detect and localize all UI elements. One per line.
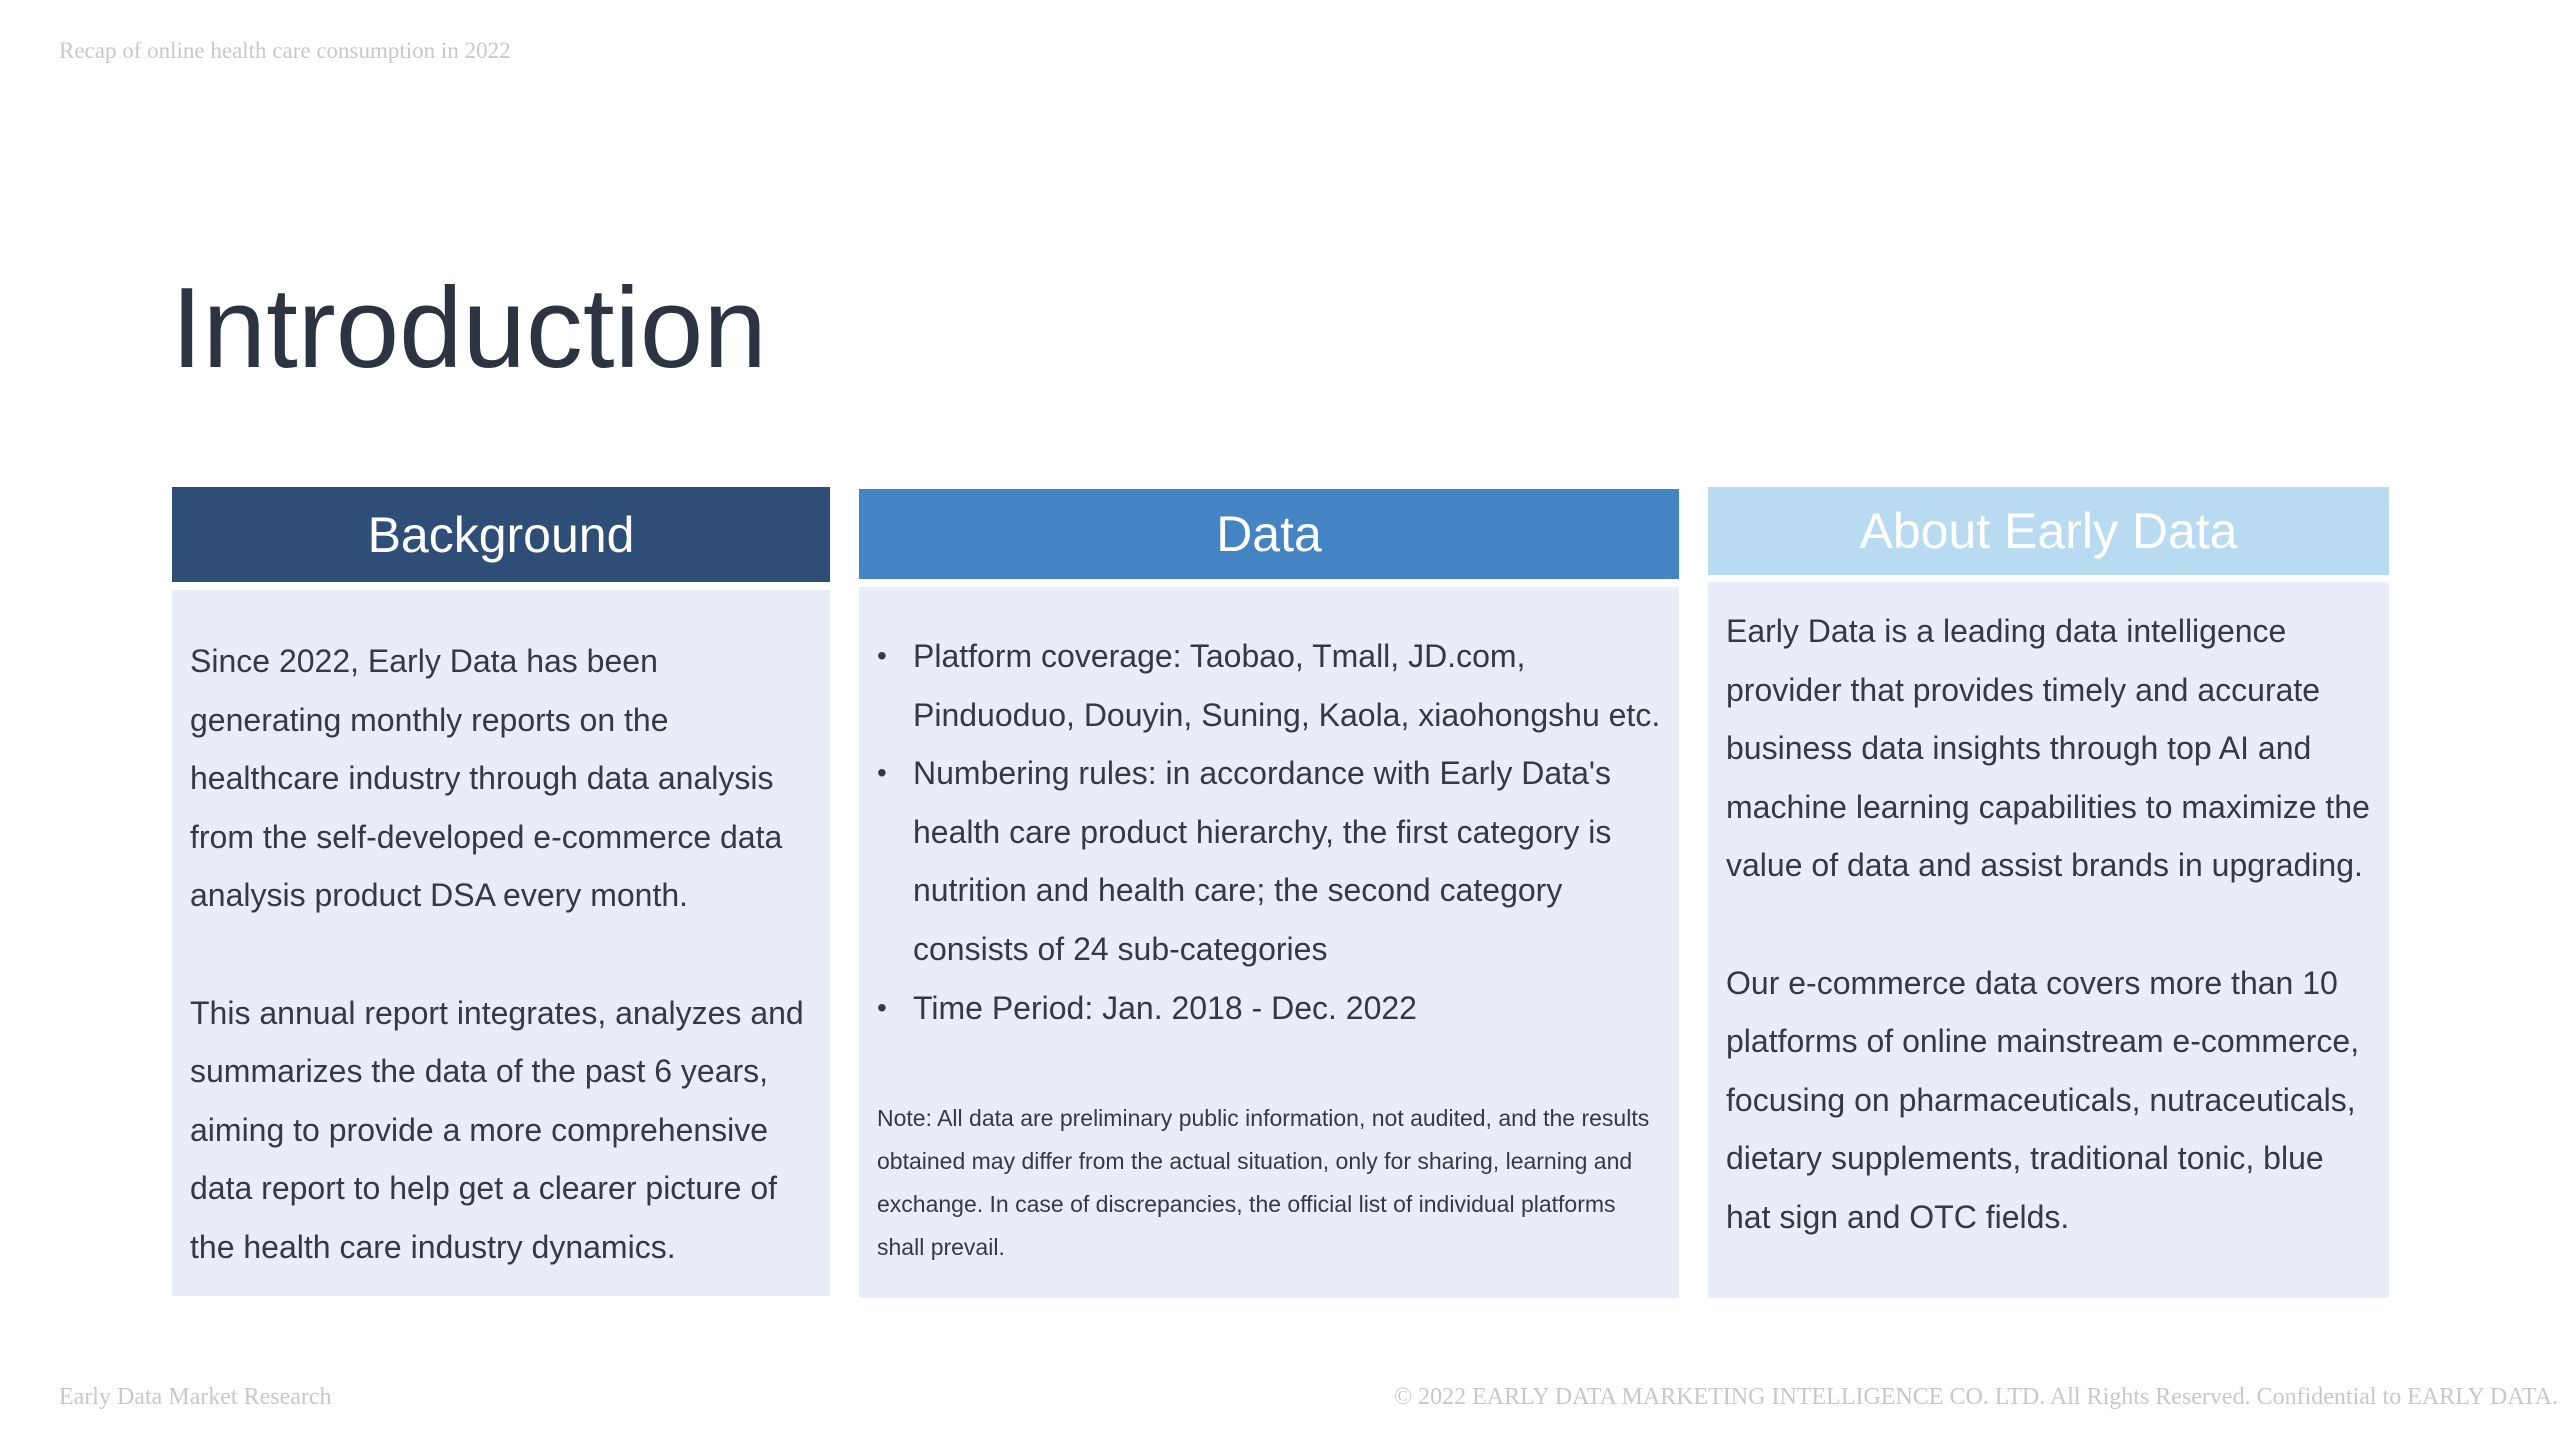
- bullet-icon: •: [877, 757, 887, 789]
- background-heading-text: Background: [367, 506, 635, 563]
- page-title: Introduction: [171, 265, 767, 392]
- list-item: [877, 979, 1667, 1038]
- data-heading-text: Data: [1216, 506, 1322, 562]
- paragraph-spacer: [1726, 895, 2377, 954]
- data-bullet-list: [877, 627, 1667, 1037]
- bullet-icon: •: [877, 991, 887, 1023]
- list-item: [877, 744, 1667, 978]
- bullet-text-platform-coverage: Platform coverage: Taobao, Tmall, JD.com, Pinduoduo, Douyin, Suning, Kaola, xiaohongshu etc.: [913, 638, 1661, 733]
- about-heading: [1708, 487, 2389, 575]
- bullet-icon: •: [877, 640, 887, 671]
- background-paragraph-1: Since 2022, Early Data has been generating monthly reports on the healthcare industry through data analysis from the self-developed e-commerce data analysis product DSA every month.: [190, 643, 783, 914]
- bullet-text-numbering-rules: Numbering rules: in accordance with Early Data's health care product hierarchy, the first category is nutrition and health care; the second category consists of 24 sub-categories: [913, 755, 1612, 967]
- about-heading-text: About Early Data: [1859, 503, 2238, 559]
- report-subtitle: Recap of online health care consumption in 2022: [59, 38, 511, 63]
- about-paragraph-2: Our e-commerce data covers more than 10 platforms of online mainstream e-commerce, focusing on pharmaceuticals, nutraceuticals, dietary supplements, traditional tonic, blue hat sign and OTC fields.: [1726, 964, 2360, 1235]
- bullet-text-time-period: Time Period: Jan. 2018 - Dec. 2022: [913, 989, 1417, 1026]
- data-heading: [859, 489, 1679, 579]
- data-panel: [859, 587, 1679, 1298]
- footer-copyright: © 2022 EARLY DATA MARKETING INTELLIGENCE CO. LTD. All Rights Reserved. Confidential to EARLY DATA.: [1393, 1384, 2558, 1410]
- background-paragraph-2: This annual report integrates, analyzes and summarizes the data of the past 6 years, aiming to provide a more comprehensive data report to help get a clearer picture of the health care industry dynamics.: [190, 994, 804, 1265]
- background-heading: [172, 487, 830, 582]
- footer-brand: Early Data Market Research: [59, 1384, 332, 1410]
- data-disclaimer-note: Note: All data are preliminary public information, not audited, and the results obtained may differ from the actual situation, only for sharing, learning and exchange. In case of discrepancies, the official list of individual platforms shall prevail.: [877, 1105, 1650, 1261]
- about-paragraph-1: Early Data is a leading data intelligence provider that provides timely and accurate business data insights through top AI and machine learning capabilities to maximize the value of data and assist brands in upgrading.: [1726, 613, 2370, 884]
- paragraph-spacer: [190, 925, 812, 984]
- about-panel: [1708, 582, 2389, 1298]
- background-panel: [172, 590, 830, 1296]
- list-item: [877, 627, 1667, 744]
